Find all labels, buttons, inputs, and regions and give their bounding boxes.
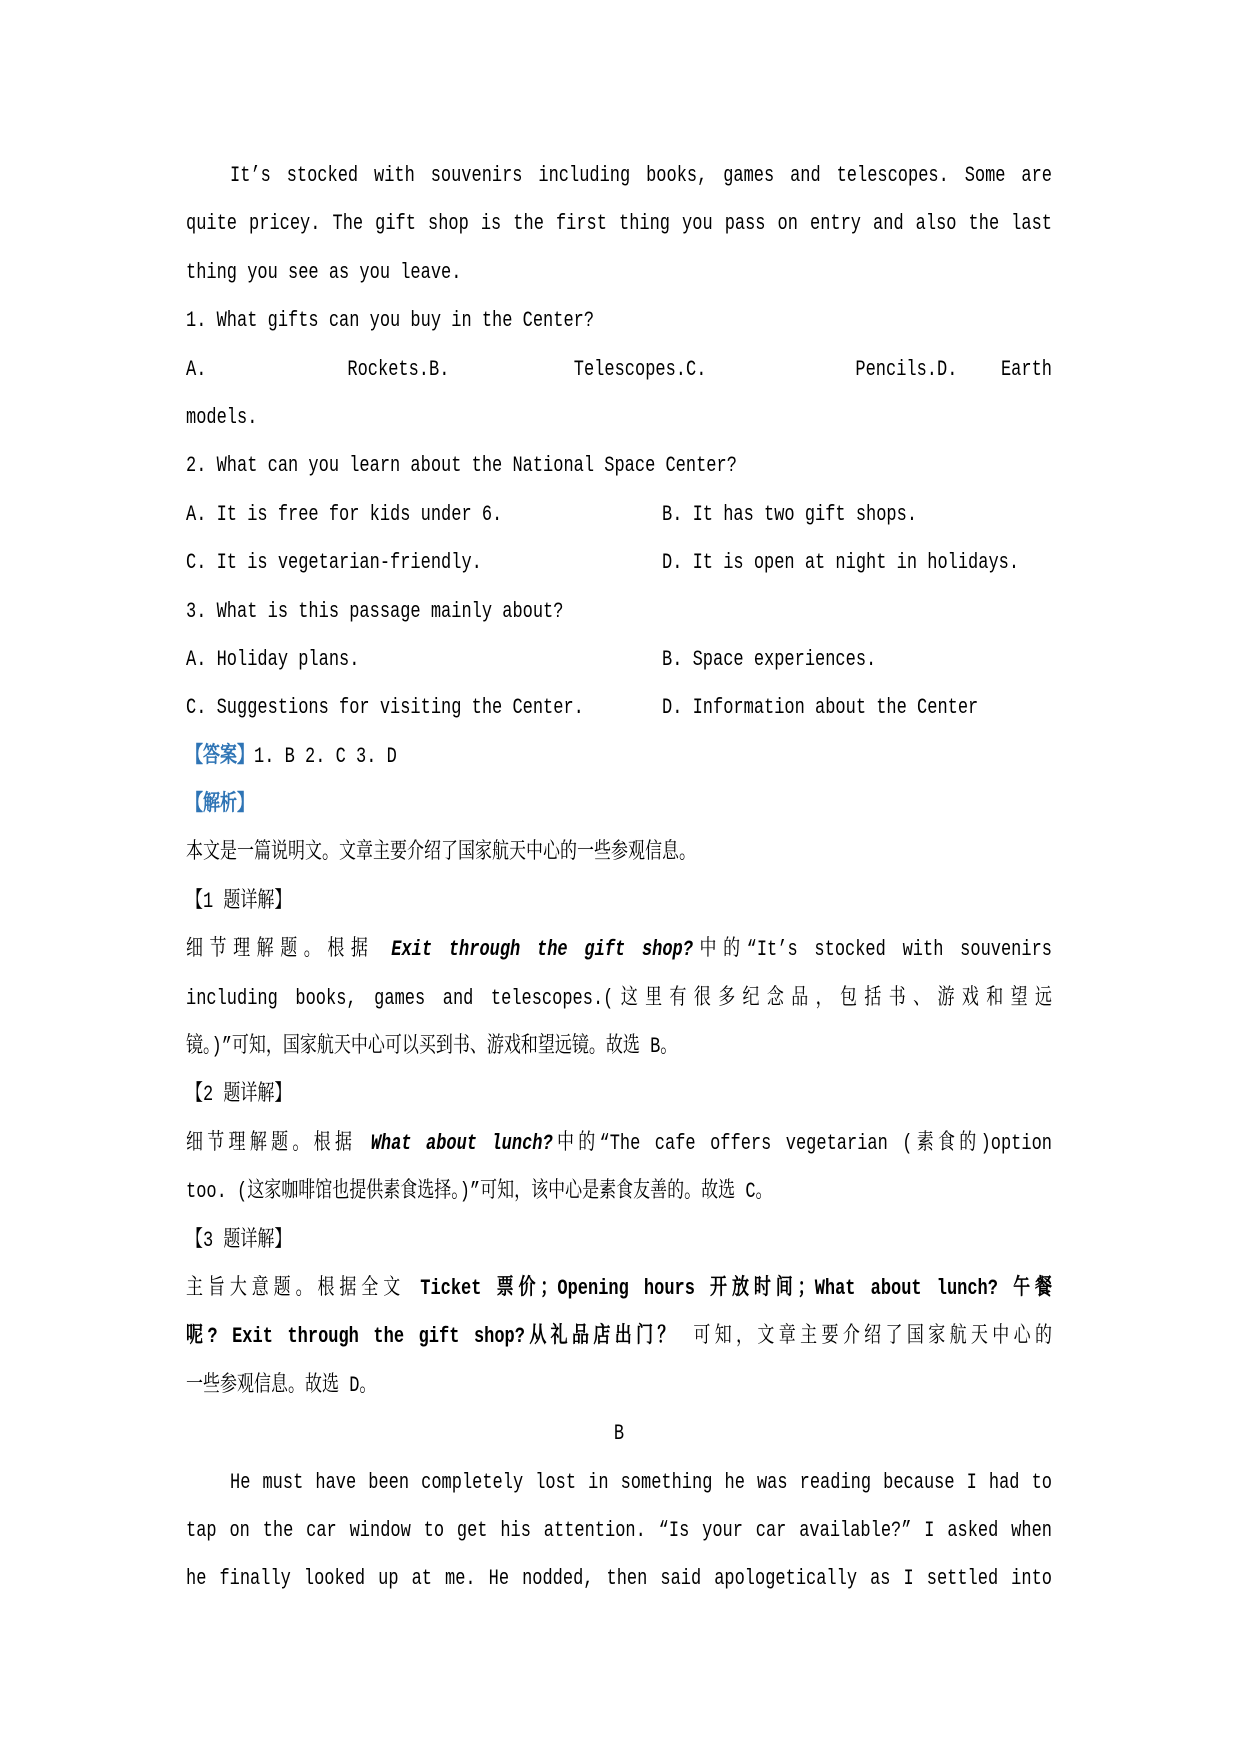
text-segment: 3. What is this passage mainly about? (186, 599, 564, 625)
option-item: D. It is open at night in holidays. (662, 551, 1020, 576)
option-item: C. It is vegetarian-friendly. (186, 551, 482, 576)
text-segment: 1. B 2. C 3. D (254, 744, 397, 770)
option-item: C. Suggestions for visiting the Center. (186, 696, 584, 721)
option-item: B. Space experiences. (662, 647, 877, 673)
text-segment: models. (186, 405, 258, 431)
option-item: D. Information about the Center (662, 696, 979, 721)
text-segment: 细节理解题。根据 (186, 938, 392, 963)
text-segment: 【3 题详解】 (186, 1228, 292, 1254)
text-segment: 中的“It’s stocked with souvenirs (692, 938, 1052, 963)
text-segment: 【1 题详解】 (186, 889, 292, 915)
text-segment: 一些参观信息。故选 D。 (186, 1373, 377, 1399)
text-segment: Exit through the gift shop? (391, 938, 693, 963)
option-item: C. Pencils. (686, 357, 937, 383)
option-item: A. It is free for kids under 6. (186, 502, 503, 528)
text-segment: 镜。)”可知，国家航天中心可以买到书、游戏和望远镜。故选 B。 (186, 1034, 678, 1060)
label-bracket: 【答案】 (186, 744, 254, 770)
text-segment: 主旨大意题。根据全文 (186, 1276, 421, 1302)
text-segment: including books, games and telescopes.(这里有很多纪念品，包括书、游戏和望远 (186, 986, 1052, 1012)
text-segment: thing you see as you leave. (186, 260, 462, 286)
text-segment: 2. What can you learn about the National Space Center? (186, 454, 737, 479)
option-item: A. Rockets. (186, 357, 429, 383)
text-segment: 细节理解题。根据 (186, 1131, 371, 1157)
label-bracket: 【解析】 (186, 793, 254, 818)
text-segment: 【2 题详解】 (186, 1083, 292, 1109)
text-segment: 本文是一篇说明文。文章主要介绍了国家航天中心的一些参观信息。 (186, 841, 696, 867)
option-item: B. Telescopes. (429, 357, 686, 383)
text-segment: too. (这家咖啡馆也提供素食选择。)”可知，该中心是素食友善的。故选 C。 (186, 1180, 773, 1205)
text-segment: He must have been completely lost in something he was reading because I had to (230, 1470, 1052, 1496)
text-line (186, 1549, 1052, 1612)
text-segment: Ticket 票价；Opening hours 开放时间；What about lunch? 午餐 (420, 1276, 1052, 1302)
text-segment: 呢? Exit through the gift shop?从礼品店出门？ (186, 1325, 679, 1351)
option-item: A. Holiday plans. (186, 647, 360, 673)
text-segment: 可知，文章主要介绍了国家航天中心的 (678, 1325, 1052, 1351)
text-segment: he finally looked up at me. He nodded, then said apologetically as I settled into (186, 1567, 1052, 1592)
option-item: B. It has two gift shops. (662, 502, 918, 528)
text-segment: B (613, 1422, 625, 1447)
text-segment: What about lunch? (370, 1131, 553, 1157)
text-segment: 1. What gifts can you buy in the Center? (186, 309, 595, 334)
text-segment: tap on the car window to get his attention. “Is your car available?” I asked when (186, 1518, 1052, 1544)
text-segment: It’s stocked with souvenirs including books, games and telescopes. Some are (230, 163, 1052, 189)
document-body (186, 153, 1052, 1605)
text-segment: 中的“The cafe offers vegetarian (素食的)option (552, 1131, 1052, 1157)
text-segment: quite pricey. The gift shop is the first thing you pass on entry and also the last (186, 212, 1052, 238)
option-item: D. Earth (937, 357, 1052, 383)
